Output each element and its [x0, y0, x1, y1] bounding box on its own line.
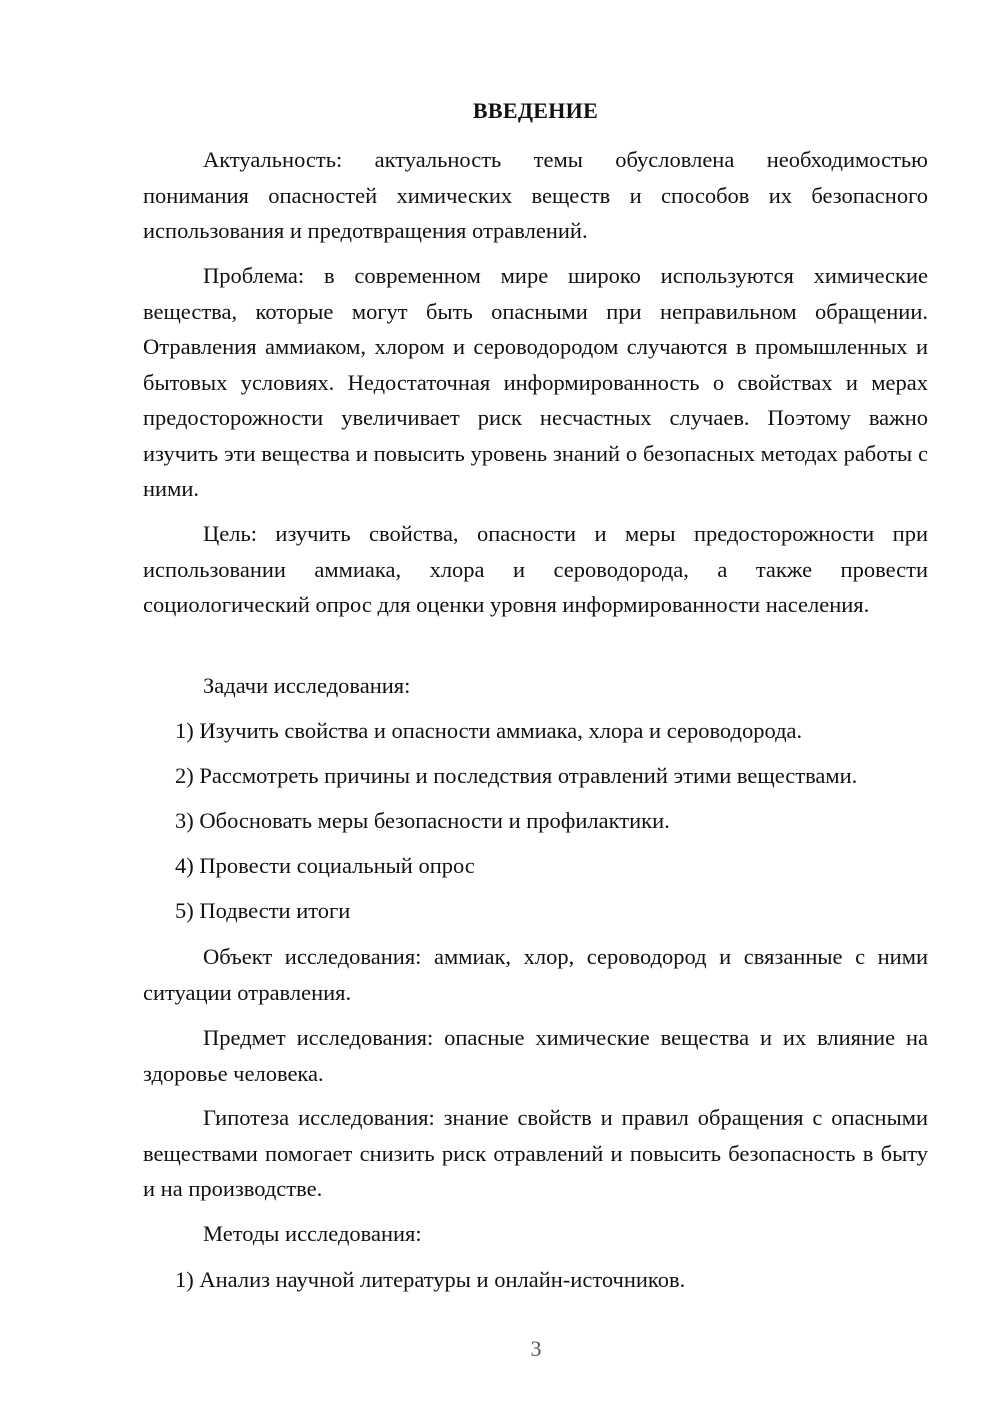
- hypothesis-paragraph: Гипотеза исследования: знание свойств и правил обращения с опасными веществами помогает снизить риск отравлений и повысить безопасность в быту и на производстве.: [143, 1105, 928, 1201]
- task-item: 5) Подвести итоги: [175, 898, 351, 923]
- page-title: ВВЕДЕНИЕ: [472, 98, 599, 123]
- tasks-heading: Задачи исследования:: [203, 673, 411, 698]
- goal-paragraph: Цель: изучить свойства, опасности и меры предосторожности при использовании аммиака, хлора и сероводорода, а также провести социологический опрос для оценки уровня информированности населения.: [143, 521, 928, 617]
- problem-paragraph: Проблема: в современном мире широко используются химические вещества, которые могут быть опасными при неправильном обращении. Отравления аммиаком, хлором и сероводородом случаются в промышленных и бытовых условиях. Недостаточная информированность о свойствах и мерах предосторожности увеличивает риск несчастных случаев. Поэтому важно изучить эти вещества и повысить уровень знаний о безопасных методах работы с ними.: [143, 263, 928, 501]
- object-paragraph: Объект исследования: аммиак, хлор, сероводород и связанные с ними ситуации отравления.: [143, 944, 928, 1005]
- relevance-paragraph: Актуальность: актуальность темы обусловлена необходимостью понимания опасностей химических веществ и способов их безопасного использования и предотвращения отравлений.: [143, 147, 928, 243]
- subject-paragraph: Предмет исследования: опасные химические вещества и их влияние на здоровье человека.: [143, 1025, 928, 1086]
- task-item: 3) Обосновать меры безопасности и профилактики.: [175, 808, 670, 833]
- task-item: 1) Изучить свойства и опасности аммиака, хлора и сероводорода.: [175, 718, 803, 743]
- task-item: 2) Рассмотреть причины и последствия отравлений этими веществами.: [175, 763, 858, 788]
- method-item: 1) Анализ научной литературы и онлайн-источников.: [175, 1267, 686, 1292]
- page-number: 3: [530, 1336, 542, 1361]
- task-item: 4) Провести социальный опрос: [175, 853, 475, 878]
- methods-heading: Методы исследования:: [203, 1221, 422, 1246]
